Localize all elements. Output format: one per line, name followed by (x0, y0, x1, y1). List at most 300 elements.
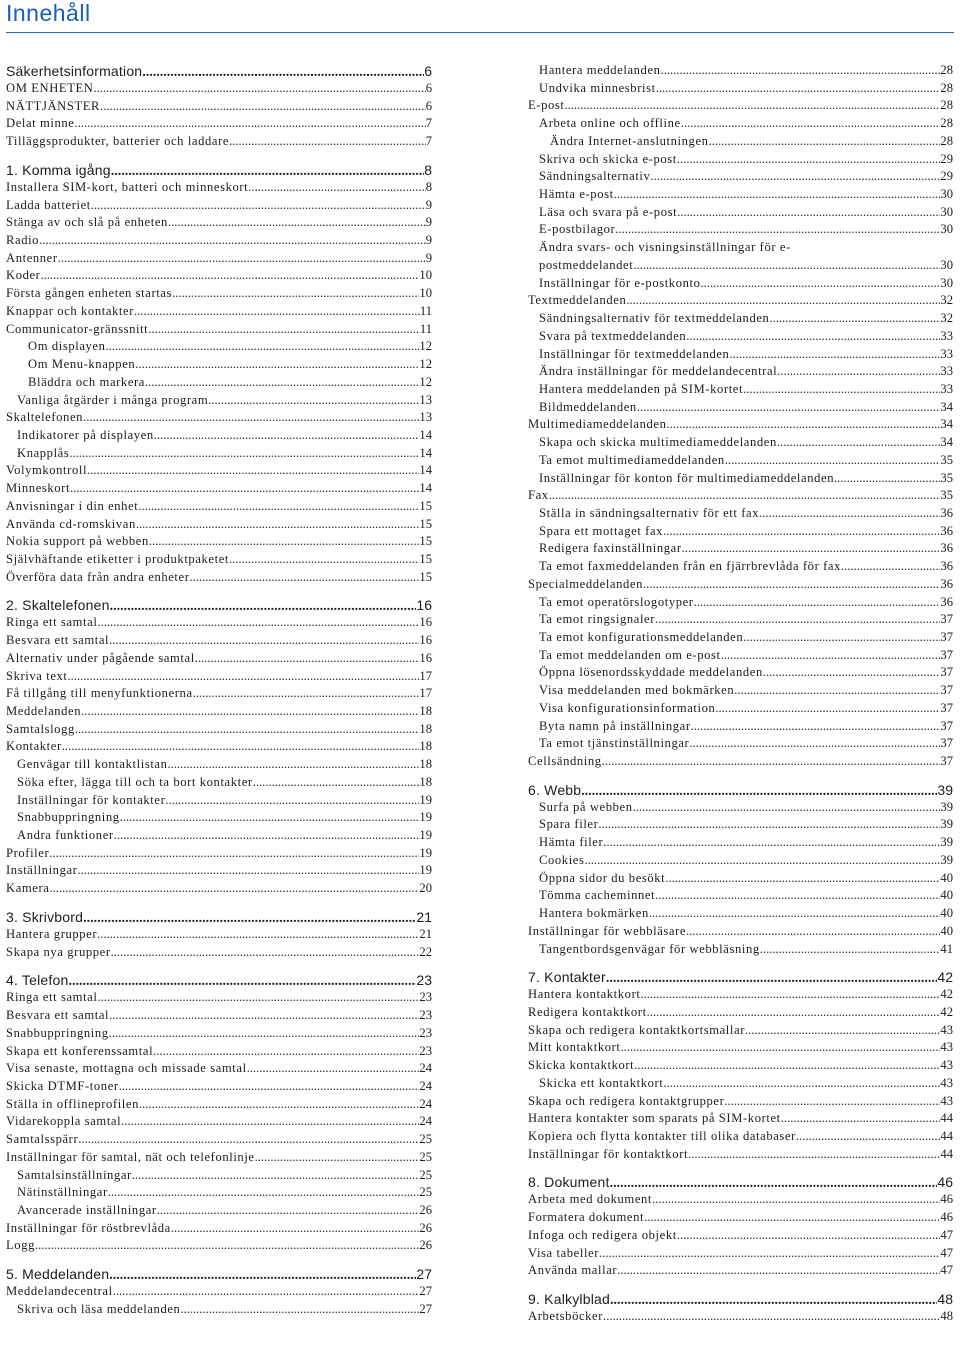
toc-entry[interactable] (528, 1191, 953, 1209)
toc-entry[interactable] (528, 1004, 953, 1022)
toc-entry[interactable] (528, 558, 953, 576)
toc-entry-title: E-postbilagor (539, 222, 616, 237)
toc-chapter-entry[interactable] (528, 781, 953, 799)
toc-entry[interactable] (528, 682, 953, 700)
toc-dot-leader (153, 1043, 419, 1061)
toc-dot-leader (134, 303, 420, 321)
toc-chapter-entry[interactable] (528, 1173, 953, 1191)
toc-entry[interactable] (6, 944, 432, 962)
toc-entry[interactable] (6, 1043, 432, 1061)
toc-entry[interactable] (6, 632, 432, 650)
toc-page-number: 16 (419, 650, 432, 665)
toc-dot-leader (777, 363, 940, 381)
toc-page-number: 30 (940, 275, 953, 290)
toc-entry[interactable] (528, 434, 953, 452)
toc-entry[interactable] (528, 611, 953, 629)
toc-page-number: 25 (419, 1132, 432, 1147)
toc-page-number: 28 (940, 133, 953, 148)
toc-dot-leader (610, 1175, 938, 1191)
toc-entry-title: Hantera kontakter som sparats på SIM-kortet (528, 1111, 781, 1126)
toc-dot-leader (70, 480, 419, 498)
toc-entry-title: Specialmeddelanden (528, 576, 644, 591)
toc-page-number: 11 (419, 303, 432, 318)
toc-entry[interactable] (528, 870, 953, 888)
toc-entry[interactable] (528, 576, 953, 594)
toc-entry[interactable] (6, 214, 432, 232)
toc-entry-title: Nokia support på webben (6, 534, 149, 549)
toc-dot-leader (193, 685, 420, 703)
toc-entry[interactable] (528, 887, 953, 905)
toc-entry[interactable] (528, 1110, 953, 1128)
toc-page-number: 43 (940, 1022, 953, 1037)
toc-entry[interactable] (6, 462, 432, 480)
toc-entry[interactable] (6, 232, 432, 250)
toc-dot-leader (248, 179, 425, 197)
toc-entry[interactable] (6, 989, 432, 1007)
toc-entry-title: Ta emot ringsignaler (539, 612, 656, 627)
toc-entry-title: Installera SIM-kort, batteri och minneskort (6, 179, 249, 194)
toc-entry[interactable] (6, 445, 432, 463)
toc-page-number: 30 (940, 187, 953, 202)
toc-entry[interactable] (528, 1209, 953, 1227)
toc-page-number: 37 (940, 754, 953, 769)
toc-entry[interactable] (528, 700, 953, 718)
toc-dot-leader (626, 292, 940, 310)
toc-dot-leader (168, 756, 420, 774)
toc-entry-title: Inställningar för röstbrevlåda (6, 1220, 171, 1235)
toc-page-number: 21 (419, 926, 432, 941)
toc-page-number: 13 (419, 392, 432, 407)
toc-dot-leader (253, 774, 420, 792)
toc-entry[interactable] (528, 115, 953, 133)
toc-entry[interactable] (528, 239, 953, 257)
toc-entry[interactable] (528, 1227, 953, 1245)
toc-entry[interactable] (6, 115, 432, 133)
toc-entry[interactable] (6, 392, 432, 410)
toc-entry-title: Läsa och svara på e-post (539, 204, 678, 219)
toc-entry[interactable] (528, 834, 953, 852)
toc-dot-leader (796, 1128, 941, 1146)
toc-entry[interactable] (6, 721, 432, 739)
toc-entry[interactable] (6, 614, 432, 632)
toc-dot-leader (75, 115, 426, 133)
toc-page-number: 47 (940, 1263, 953, 1278)
toc-entry-title: Ställa in offlineprofilen (6, 1096, 139, 1111)
toc-entry-title: Kamera (6, 881, 50, 896)
toc-page-number: 34 (940, 399, 953, 414)
toc-dot-leader (614, 186, 941, 204)
toc-page-number: 23 (419, 1043, 432, 1058)
toc-entry[interactable] (528, 363, 953, 381)
toc-entry[interactable] (528, 816, 953, 834)
toc-chapter-entry[interactable] (6, 908, 432, 926)
toc-dot-leader (721, 647, 941, 665)
toc-entry[interactable] (528, 151, 953, 169)
toc-left-column (6, 62, 432, 1319)
toc-chapter-entry[interactable] (6, 1265, 432, 1283)
toc-entry-title: Skicka DTMF-toner (6, 1078, 119, 1093)
toc-entry-title: Surfa på webben (539, 799, 633, 814)
toc-entry[interactable] (6, 827, 432, 845)
toc-dot-leader (114, 827, 420, 845)
toc-entry-title: Inställningar för kontaktkort (528, 1146, 689, 1161)
toc-page-number: 33 (940, 346, 953, 361)
toc-page-number: 7 (425, 116, 432, 131)
toc-entry[interactable] (528, 381, 953, 399)
toc-chapter-entry[interactable] (6, 971, 432, 989)
toc-entry[interactable] (6, 197, 432, 215)
toc-entry[interactable] (528, 594, 953, 612)
toc-page-number: 25 (419, 1167, 432, 1182)
toc-entry[interactable] (528, 168, 953, 186)
toc-page-number: 43 (940, 1093, 953, 1108)
toc-entry-title: Första gången enheten startas (6, 286, 173, 301)
toc-dot-leader (643, 576, 940, 594)
toc-entry[interactable] (6, 1283, 432, 1301)
toc-entry[interactable] (6, 1131, 432, 1149)
toc-entry[interactable] (6, 703, 432, 721)
toc-dot-leader (110, 598, 417, 614)
toc-page-number: 23 (419, 1025, 432, 1040)
toc-dot-leader (111, 163, 424, 179)
toc-page-number: 18 (419, 774, 432, 789)
toc-page-number: 12 (419, 357, 432, 372)
toc-entry[interactable] (528, 664, 953, 682)
toc-page-number: 47 (940, 1245, 953, 1260)
toc-dot-leader (598, 816, 940, 834)
toc-chapter-entry[interactable] (528, 1290, 953, 1308)
toc-entry[interactable] (6, 179, 432, 197)
toc-entry[interactable] (6, 480, 432, 498)
toc-dot-leader (640, 986, 940, 1004)
toc-entry[interactable] (528, 292, 953, 310)
toc-entry[interactable] (6, 285, 432, 303)
toc-entry[interactable] (528, 905, 953, 923)
toc-entry[interactable] (6, 1007, 432, 1025)
toc-entry-title: OM ENHETEN (6, 81, 94, 95)
toc-dot-leader (617, 1262, 940, 1280)
toc-entry[interactable] (528, 1093, 953, 1111)
toc-page-number: 18 (419, 704, 432, 718)
toc-entry-title: Ladda batteriet (6, 197, 91, 212)
toc-page-number: 42 (940, 987, 953, 1002)
toc-entry[interactable] (6, 1078, 432, 1096)
toc-page-number: 28 (940, 116, 953, 131)
toc-entry[interactable] (528, 1146, 953, 1164)
toc-page-number: 44 (940, 1128, 953, 1143)
toc-entry[interactable] (528, 505, 953, 523)
toc-page-number: 14 (419, 445, 432, 460)
toc-entry[interactable] (6, 498, 432, 516)
toc-entry[interactable] (6, 1167, 432, 1185)
toc-page-number: 44 (940, 1146, 953, 1161)
toc-dot-leader (603, 834, 940, 852)
toc-entry-title: Koder (6, 268, 41, 283)
toc-entry[interactable] (528, 1245, 953, 1263)
toc-page-number: 16 (416, 597, 432, 614)
toc-page-number: 34 (940, 417, 953, 432)
toc-dot-leader (647, 1004, 941, 1022)
toc-entry[interactable] (528, 647, 953, 665)
toc-entry[interactable] (528, 923, 953, 941)
toc-page-number: 33 (940, 364, 953, 379)
toc-entry[interactable] (6, 1060, 432, 1078)
toc-dot-leader (841, 558, 940, 576)
toc-dot-leader (247, 1060, 420, 1078)
toc-page-number: 47 (940, 1227, 953, 1242)
toc-entry-title: Bläddra och markera (28, 374, 145, 389)
toc-page-number: 46 (937, 1174, 953, 1191)
toc-page-number: 46 (940, 1192, 953, 1207)
toc-entry[interactable] (528, 941, 953, 959)
toc-page-number: 36 (940, 576, 953, 591)
toc-dot-leader (663, 523, 940, 541)
toc-entry[interactable] (528, 275, 953, 293)
toc-entry[interactable] (528, 399, 953, 417)
toc-dot-leader (610, 1292, 937, 1308)
toc-page-number: 6 (425, 81, 432, 95)
toc-entry[interactable] (528, 1022, 953, 1040)
toc-entry-title: Arbeta med dokument (528, 1192, 653, 1207)
toc-entry-title: 4. Telefon (6, 972, 69, 989)
toc-dot-leader (229, 551, 419, 569)
toc-page-number: 26 (419, 1220, 432, 1235)
toc-dot-leader (97, 614, 419, 632)
toc-entry[interactable] (6, 569, 432, 587)
toc-page-number: 37 (940, 736, 953, 751)
toc-entry[interactable] (6, 133, 432, 151)
toc-chapter-entry[interactable] (6, 62, 432, 80)
toc-page-number: 36 (940, 523, 953, 538)
toc-entry[interactable] (6, 668, 432, 686)
toc-entry-title: Knappar och kontakter (6, 303, 134, 318)
toc-entry-title: Ta emot faxmeddelanden från en fjärrbrevlåda för fax (539, 559, 841, 574)
toc-entry[interactable] (6, 1220, 432, 1238)
toc-entry[interactable] (528, 735, 953, 753)
toc-page-number: 39 (940, 799, 953, 814)
toc-entry-title: Minneskort (6, 481, 71, 496)
toc-entry[interactable] (6, 427, 432, 445)
toc-entry[interactable] (528, 1057, 953, 1075)
toc-entry[interactable] (6, 862, 432, 880)
toc-entry-title: Ändra svars- och visningsinställningar för e- (539, 240, 791, 255)
toc-entry[interactable] (6, 650, 432, 668)
toc-entry[interactable] (6, 250, 432, 268)
toc-page-number: 37 (940, 718, 953, 733)
toc-entry[interactable] (528, 133, 953, 151)
toc-chapter-entry[interactable] (6, 596, 432, 614)
toc-page-number: 19 (419, 810, 432, 825)
toc-dot-leader (121, 1113, 419, 1131)
toc-entry[interactable] (528, 328, 953, 346)
toc-dot-leader (208, 392, 419, 410)
toc-entry[interactable] (6, 303, 432, 321)
toc-entry[interactable] (6, 845, 432, 863)
toc-entry[interactable] (6, 267, 432, 285)
toc-entry[interactable] (6, 338, 432, 356)
toc-dot-leader (139, 1096, 419, 1114)
toc-dot-leader (81, 703, 419, 721)
toc-page-number: 15 (419, 551, 432, 566)
toc-dot-leader (77, 862, 419, 880)
toc-entry-title: Avancerade inställningar (17, 1202, 157, 1217)
toc-dot-leader (119, 1078, 420, 1096)
toc-chapter-entry[interactable] (6, 161, 432, 179)
toc-entry[interactable] (528, 523, 953, 541)
toc-page-number: 9 (425, 215, 432, 230)
toc-entry-title: Spara filer (539, 817, 599, 832)
toc-page-number: 37 (940, 630, 953, 644)
toc-entry[interactable] (6, 374, 432, 392)
toc-entry-title: 8. Dokument (528, 1174, 610, 1191)
toc-dot-leader (729, 346, 940, 364)
toc-entry[interactable] (528, 310, 953, 328)
toc-entry[interactable] (528, 80, 953, 98)
toc-dot-leader (135, 356, 419, 374)
toc-entry-title: Kopiera och flytta kontakter till olika databaser (528, 1128, 796, 1143)
toc-page-number: 10 (419, 286, 432, 301)
toc-entry[interactable] (6, 80, 432, 98)
toc-dot-leader (769, 310, 940, 328)
toc-entry-title: Om Menu-knappen (28, 357, 136, 372)
toc-entry-title: Ta emot konfigurationsmeddelanden (539, 630, 744, 644)
toc-dot-leader (663, 1075, 940, 1093)
toc-dot-leader (78, 1131, 419, 1149)
toc-page-number: 39 (937, 781, 953, 798)
toc-entry-title: Inställningar för samtal, nät och telefonlinje (6, 1149, 255, 1164)
toc-entry[interactable] (6, 1301, 432, 1319)
toc-entry[interactable] (528, 1128, 953, 1146)
toc-entry[interactable] (6, 1149, 432, 1167)
toc-entry-title: Snabbuppringning (6, 1025, 109, 1040)
toc-entry[interactable] (6, 809, 432, 827)
toc-entry[interactable] (6, 1113, 432, 1131)
toc-page-number: 35 (940, 452, 953, 467)
toc-page-number: 25 (419, 1149, 432, 1164)
toc-entry[interactable] (6, 551, 432, 569)
toc-entry[interactable] (6, 738, 432, 756)
toc-entry[interactable] (528, 470, 953, 488)
toc-entry[interactable] (6, 516, 432, 534)
toc-dot-leader (142, 64, 424, 80)
toc-page-number: 39 (940, 835, 953, 850)
toc-dot-leader (615, 221, 940, 239)
toc-entry[interactable] (528, 852, 953, 870)
toc-entry[interactable] (6, 1184, 432, 1202)
toc-entry[interactable] (528, 221, 953, 239)
toc-entry[interactable] (528, 1308, 953, 1326)
toc-entry-title: 9. Kalkylblad (528, 1291, 610, 1307)
toc-entry[interactable] (528, 1039, 953, 1057)
toc-entry-title: Redigera faxinställningar (539, 541, 682, 556)
toc-dot-leader (109, 1007, 419, 1025)
toc-dot-leader (132, 1167, 420, 1185)
toc-dot-leader (709, 133, 941, 151)
toc-chapter-entry[interactable] (528, 968, 953, 986)
toc-entry[interactable] (528, 257, 953, 275)
toc-entry-title: Hantera bokmärken (539, 906, 649, 921)
toc-entry[interactable] (6, 685, 432, 703)
toc-dot-leader (701, 275, 941, 293)
toc-entry[interactable] (6, 1202, 432, 1220)
toc-entry[interactable] (6, 409, 432, 427)
toc-entry[interactable] (6, 926, 432, 944)
toc-entry-title: Formatera dokument (528, 1210, 645, 1225)
toc-entry[interactable] (528, 452, 953, 470)
toc-entry[interactable] (528, 204, 953, 222)
toc-dot-leader (686, 328, 940, 346)
toc-entry[interactable] (528, 346, 953, 364)
toc-entry[interactable] (6, 1025, 432, 1043)
toc-entry[interactable] (6, 774, 432, 792)
toc-entry-title: NÄTTJÄNSTER (6, 98, 101, 113)
toc-dot-leader (109, 1267, 416, 1283)
toc-dot-leader (777, 434, 941, 452)
toc-entry[interactable] (528, 62, 953, 80)
toc-entry[interactable] (6, 321, 432, 339)
toc-entry[interactable] (528, 799, 953, 817)
toc-entry[interactable] (528, 186, 953, 204)
toc-page-number: 32 (940, 293, 953, 308)
toc-entry[interactable] (528, 97, 953, 115)
toc-page-number: 6 (425, 98, 432, 113)
toc-dot-leader (834, 470, 940, 488)
toc-page-number: 33 (940, 381, 953, 396)
toc-entry-title: Samtalslogg (6, 721, 75, 736)
toc-entry-title: Stänga av och slå på enheten (6, 215, 168, 230)
toc-page-number: 39 (940, 852, 953, 867)
toc-entry[interactable] (6, 756, 432, 774)
toc-entry-title: Självhäftande etiketter i produktpaketet (6, 551, 229, 566)
toc-entry-title: Besvara ett samtal (6, 1008, 110, 1023)
toc-entry[interactable] (528, 1262, 953, 1280)
toc-page-number: 35 (940, 470, 953, 485)
toc-entry[interactable] (528, 487, 953, 505)
toc-entry-title: Besvara ett samtal (6, 633, 110, 648)
toc-entry[interactable] (528, 1075, 953, 1093)
toc-entry-title: Hämta filer (539, 835, 604, 850)
toc-entry[interactable] (6, 880, 432, 898)
toc-page-number: 11 (419, 321, 432, 336)
toc-dot-leader (691, 718, 941, 736)
toc-entry[interactable] (528, 540, 953, 558)
toc-entry-title: Visa senaste, mottagna och missade samtal (6, 1061, 247, 1076)
toc-entry[interactable] (6, 1237, 432, 1255)
toc-entry-title: Ändra Internet-anslutningen (550, 133, 709, 148)
title-rule (6, 32, 954, 33)
toc-entry[interactable] (6, 1096, 432, 1114)
toc-entry-title: Genvägar till kontaktlistan (17, 757, 168, 772)
toc-dot-leader (190, 569, 420, 587)
toc-page-number: 37 (940, 683, 953, 698)
toc-entry[interactable] (6, 98, 432, 116)
toc-dot-leader (759, 505, 940, 523)
toc-page-number: 6 (424, 63, 432, 79)
toc-entry[interactable] (528, 629, 953, 647)
toc-right-column (528, 62, 953, 1326)
toc-entry[interactable] (528, 416, 953, 434)
toc-entry[interactable] (528, 753, 953, 771)
toc-entry[interactable] (6, 533, 432, 551)
toc-entry[interactable] (6, 356, 432, 374)
toc-entry[interactable] (6, 792, 432, 810)
toc-page-number: 35 (940, 488, 953, 503)
toc-entry[interactable] (528, 986, 953, 1004)
toc-dot-leader (68, 973, 416, 989)
toc-entry-title: Hantera meddelanden (539, 63, 661, 77)
toc-page-number: 36 (940, 594, 953, 609)
toc-entry[interactable] (528, 718, 953, 736)
